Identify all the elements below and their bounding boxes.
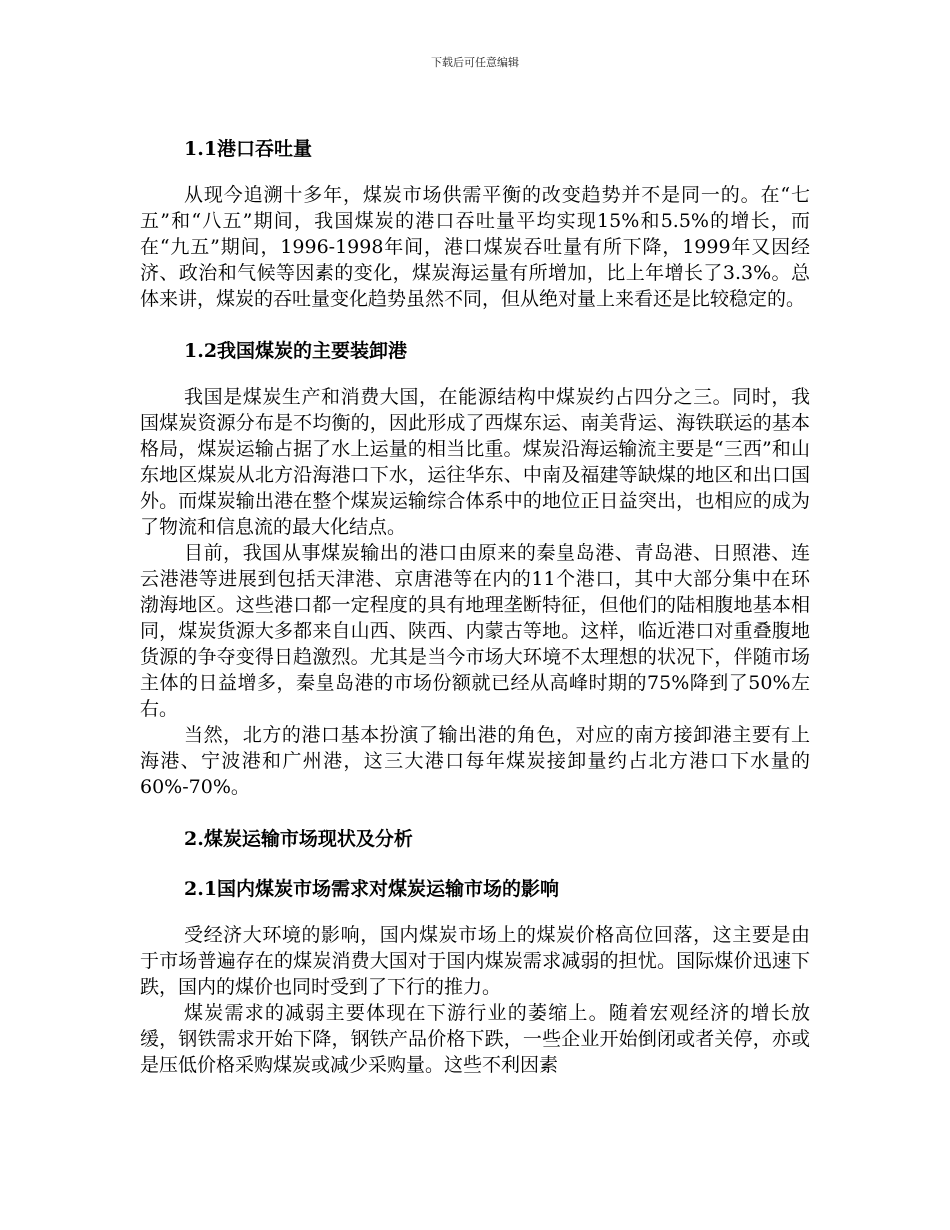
paragraph: 受经济大环境的影响，国内煤炭市场上的煤炭价格高位回落，这主要是由于市场普遍存在的煤炭消费大国对于国内煤炭需求减弱的担忧。国际煤价迅速下跌，国内的煤价也同时受到了下行的推力。: [140, 924, 810, 998]
paragraph: 目前，我国从事煤炭输出的港口由原来的秦皇岛港、青岛港、日照港、连云港港等进展到包括天津港、京唐港等在内的11个港口，其中大部分集中在环渤海地区。这些港口都一定程度的具有地理垄断特征，但他们的陆相腹地基本相同，煤炭货源大多都来自山西、陕西、内蒙古等地。这样，临近港口对重叠腹地货源的争夺变得日趋激烈。尤其是当今市场大环境不太理想的状况下，伴随市场主体的日益增多，秦皇岛港的市场份额就已经从高峰时期的75%降到了50%左右。: [140, 542, 810, 720]
section-heading-1-2: 1.2我国煤炭的主要装卸港: [184, 340, 408, 362]
paragraph: 当然，北方的港口基本扮演了输出港的角色，对应的南方接卸港主要有上海港、宁波港和广州港，这三大港口每年煤炭接卸量约占北方港口下水量的60%-70%。: [140, 724, 810, 798]
header-note: 下载后可任意编辑: [431, 56, 519, 69]
section-heading-1-1: 1.1港口吞吐量: [184, 138, 313, 160]
section-heading-2-1: 2.1国内煤炭市场需求对煤炭运输市场的影响: [184, 878, 560, 900]
document-body: [140, 136, 810, 1078]
paragraph: 我国是煤炭生产和消费大国，在能源结构中煤炭约占四分之三。同时，我国煤炭资源分布是不均衡的，因此形成了西煤东运、南美背运、海铁联运的基本格局，煤炭运输占据了水上运量的相当比重。煤炭沿海运输流主要是“三西”和山东地区煤炭从北方沿海港口下水，运往华东、中南及福建等缺煤的地区和出口国外。而煤炭输出港在整个煤炭运输综合体系中的地位正日益突出，也相应的成为了物流和信息流的最大化结点。: [140, 386, 810, 538]
section-heading-2: 2.煤炭运输市场现状及分析: [184, 828, 413, 850]
paragraph: 煤炭需求的减弱主要体现在下游行业的萎缩上。随着宏观经济的增长放缓，钢铁需求开始下降，钢铁产品价格下跌，一些企业开始倒闭或者关停，亦或是压低价格采购煤炭或减少采购量。这些不利因素: [140, 1002, 810, 1076]
paragraph: 从现今追溯十多年，煤炭市场供需平衡的改变趋势并不是同一的。在“七五”和“八五”期间，我国煤炭的港口吞吐量平均实现15%和5.5%的增长，而在“九五”期间，1996-1998年间，港口煤炭吞吐量有所下降，1999年又因经济、政治和气候等因素的变化，煤炭海运量有所增加，比上年增长了3.3%。总体来讲，煤炭的吞吐量变化趋势虽然不同，但从绝对量上来看还是比较稳定的。: [140, 184, 810, 310]
